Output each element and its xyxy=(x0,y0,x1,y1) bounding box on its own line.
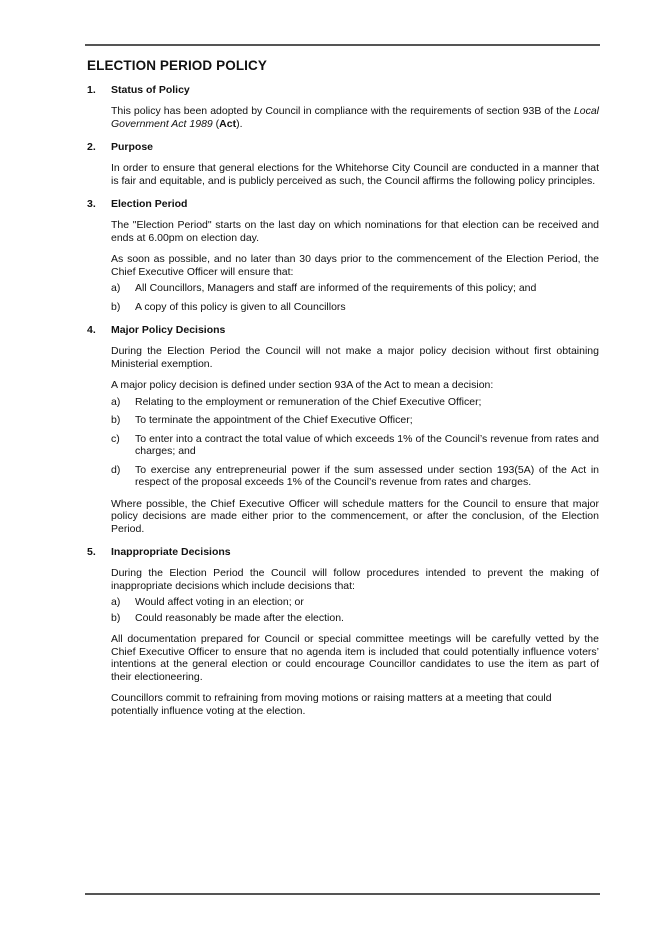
text-run: This policy has been adopted by Council in compliance with the requirements of section 93B of the xyxy=(111,105,574,117)
list-marker: c) xyxy=(111,432,120,445)
list-item xyxy=(111,596,599,609)
section-major-policy-decisions xyxy=(87,324,599,535)
section-title: Status of Policy xyxy=(111,84,190,96)
paragraph: During the Election Period the Council will not make a major policy decision without first obtaining Ministerial exemption. xyxy=(111,345,599,370)
section-inappropriate-decisions xyxy=(87,546,599,717)
list-marker: b) xyxy=(111,300,121,313)
list-item xyxy=(111,301,599,314)
section-heading xyxy=(87,198,599,210)
section-heading xyxy=(87,546,599,558)
list-text: To exercise any entrepreneurial power if the sum assessed under section 193(5A) of the Act in respect of the proposal exceeds 1% of the Council’s revenue from rates and charges. xyxy=(135,463,599,488)
list-marker: a) xyxy=(111,282,121,294)
section-title: Election Period xyxy=(111,198,188,210)
section-number: 2. xyxy=(87,141,96,153)
section-purpose xyxy=(87,141,599,187)
act-abbreviation: Act xyxy=(219,117,237,130)
footer-rule xyxy=(85,893,600,895)
page-title: ELECTION PERIOD POLICY xyxy=(87,58,267,73)
section-number: 1. xyxy=(87,84,96,96)
text-run: ). xyxy=(236,117,243,130)
paragraph xyxy=(111,105,599,130)
text-run: ( xyxy=(212,117,220,130)
list-marker: d) xyxy=(111,463,121,476)
paragraph: Councillors commit to refraining from moving motions or raising matters at a meeting that could potentially influence voting at the election. xyxy=(111,692,552,717)
section-number: 4. xyxy=(87,324,96,336)
list-text: All Councillors, Managers and staff are informed of the requirements of this policy; and xyxy=(135,282,537,294)
paragraph: During the Election Period the Council will follow procedures intended to prevent the making of inappropriate decisions which include decisions that: xyxy=(111,567,599,592)
list-item xyxy=(111,612,599,625)
section-number: 3. xyxy=(87,198,96,210)
list-text: Would affect voting in an election; or xyxy=(135,596,304,608)
list-item xyxy=(111,282,599,295)
header-rule xyxy=(85,44,600,46)
list-marker: a) xyxy=(111,596,121,608)
list-text: To terminate the appointment of the Chief Executive Officer; xyxy=(135,414,413,426)
section-number: 5. xyxy=(87,546,96,558)
paragraph: All documentation prepared for Council or special committee meetings will be carefully vetted by the Chief Executive Officer to ensure that no agenda item is included that could potentially influence voters’ intentions at the general election or could encourage Councillor candidates to use the item as part of their electioneering. xyxy=(111,633,599,683)
list-item xyxy=(111,396,599,409)
section-status-of-policy xyxy=(87,84,599,130)
list-text: Could reasonably be made after the election. xyxy=(135,611,344,624)
list-marker: b) xyxy=(111,611,121,624)
paragraph: Where possible, the Chief Executive Officer will schedule matters for the Council to ensure that major policy decisions are made either prior to the commencement, or after the conclusion, of the Election Period. xyxy=(111,497,599,535)
section-election-period xyxy=(87,198,599,313)
list xyxy=(111,282,599,313)
list-text: To enter into a contract the total value of which exceeds 1% of the Council’s revenue from rates and charges; and xyxy=(135,432,599,457)
section-title: Purpose xyxy=(111,141,154,153)
list-marker: b) xyxy=(111,414,121,426)
list-item xyxy=(111,433,599,458)
act-title: Local Government Act 1989 xyxy=(111,105,599,130)
list-text: Relating to the employment or remuneration of the Chief Executive Officer; xyxy=(135,395,482,408)
section-title: Inappropriate Decisions xyxy=(111,546,231,558)
section-heading xyxy=(87,141,599,153)
list-item xyxy=(111,414,599,427)
paragraph: As soon as possible, and no later than 30 days prior to the commencement of the Election Period, the Chief Executive Officer will ensure that: xyxy=(111,253,599,278)
paragraph: In order to ensure that general elections for the Whitehorse City Council are conducted in a manner that is fair and equitable, and is publicly perceived as such, the Council affirms the following policy principles. xyxy=(111,162,599,187)
list-text: A copy of this policy is given to all Councillors xyxy=(135,300,346,313)
paragraph: A major policy decision is defined under section 93A of the Act to mean a decision: xyxy=(111,379,494,391)
section-heading xyxy=(87,84,599,96)
list-item xyxy=(111,464,599,489)
document-body xyxy=(87,58,599,728)
paragraph: The "Election Period" starts on the last day on which nominations for that election can be received and ends at 6.00pm on election day. xyxy=(111,219,599,244)
section-heading xyxy=(87,324,599,336)
section-title: Major Policy Decisions xyxy=(111,324,226,336)
list-marker: a) xyxy=(111,395,121,408)
list xyxy=(111,396,599,489)
list xyxy=(111,596,599,624)
